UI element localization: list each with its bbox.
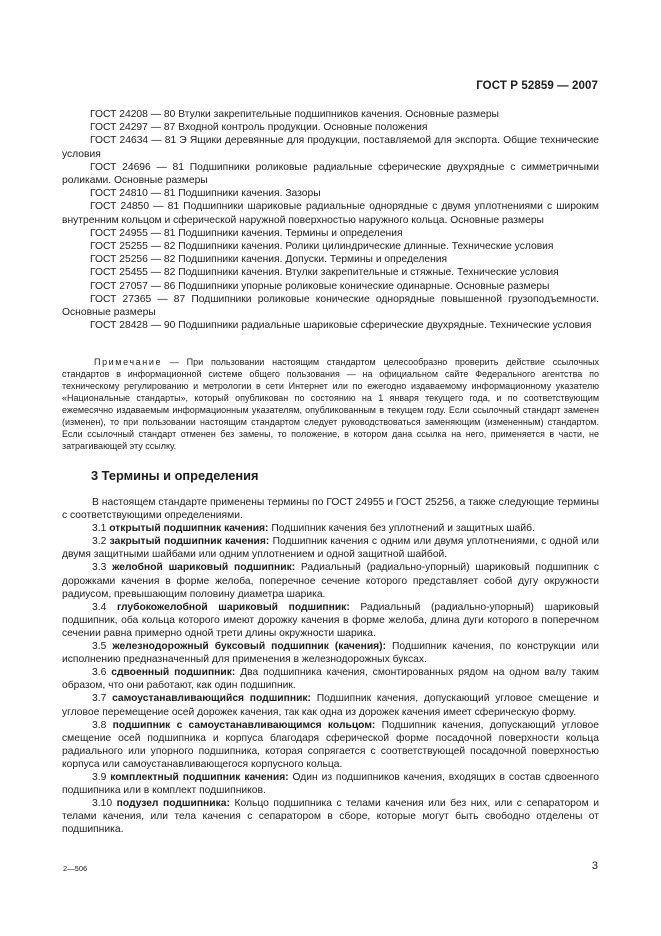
term-name: подузел подшипника:: [116, 798, 230, 810]
term-definition: Подшипник качения, допускающий угловое смещение и угловое перемещение осей дорожек качения, так как одна из дорожек качения имеет сферическую форму.: [62, 693, 599, 718]
reference-item: ГОСТ 25256 — 82 Подшипники качения. Допуски. Термины и определения: [90, 254, 448, 266]
reference-item: ГОСТ 24810 — 81 Подшипники качения. Зазоры: [90, 188, 321, 200]
terms-list: [62, 496, 599, 836]
note-label: Примечание: [94, 357, 163, 367]
term-number: 3.10: [92, 798, 113, 810]
term-entry: [62, 561, 599, 600]
term-definition: Два подшипника качения, смонтированных рядом на одном валу таким образом, что они работают, как один подшипник.: [62, 667, 599, 692]
term-number: 3.6: [92, 667, 107, 679]
term-name: открытый подшипник качения:: [109, 523, 269, 535]
note-paragraph: [62, 356, 599, 452]
term-definition: Один из подшипников качения, входящих в состав сдвоенного подшипника или в комплект подшипников.: [62, 771, 599, 797]
term-entry: [62, 522, 599, 535]
term-definition: Подшипник качения, допускающий угловое смещение осей подшипника и корпуса благодаря сферической форме посадочной поверхности кольца радиального или упорного подшипника, которая сопрягается с соответствующей посадочной поверхностью корпуса или самоустанавливающегося корпусного кольца.: [62, 719, 599, 770]
term-definition: Радиальный (радиально-упорный) шариковый подшипник с дорожками качения в форме желоба, поперечное сечение которого представляет собой дугу окружности радиусом, превышающим половину диаметра шарика.: [62, 562, 599, 600]
reference-item: ГОСТ 24634 — 81 Э Ящики деревянные для продукции, поставляемой для экспорта. Общие технические условия: [62, 135, 599, 160]
reference-item: ГОСТ 24955 — 81 Подшипники качения. Термины и определения: [90, 227, 403, 239]
term-number: 3.4: [92, 601, 107, 613]
reference-item: ГОСТ 25255 — 82 Подшипники качения. Ролики цилиндрические длинные. Технические условия: [90, 241, 554, 253]
document-header: ГОСТ Р 52859 — 2007: [476, 80, 598, 92]
term-entry: [62, 666, 599, 692]
reference-item: ГОСТ 27057 — 86 Подшипники упорные роликовые конические одинарные. Основные размеры: [90, 280, 550, 292]
reference-item: ГОСТ 24208 — 80 Втулки закрепительные подшипников качения. Основные размеры: [90, 109, 499, 120]
reference-item: ГОСТ 27365 — 87 Подшипники роликовые конические однорядные повышенной грузоподъемности. Основные размеры: [62, 293, 599, 319]
term-name: железнодорожный буксовый подшипник (качения):: [112, 641, 387, 653]
note-text: — При пользовании настоящим стандартом целесообразно проверить действие ссылочных стандартов в информационной системе общего пользования — на официальном сайте Федерального агентства по техническому регулированию и метрологии в сети Интернет или по ежегодно издаваемому информационному указателю «Национальные стандарты», который опубликован по состоянию на 1 января текущего года, и по соответствующим ежемесячно издаваемым информационным указателям, опубликованным в текущем году. Если ссылочный стандарт заменен (изменен), то при пользовании настоящим стандартом следует руководствоваться заменяющим (измененным) стандартом. Если ссылочный стандарт отменен без замены, то положение, в котором дана ссылка на него, применяется в части, не затрагивающей эту ссылку.: [62, 357, 599, 451]
footer-print-code: 2—506: [63, 864, 88, 873]
term-number: 3.7: [92, 693, 107, 705]
term-entry: [62, 692, 599, 718]
term-entry: [62, 640, 599, 666]
term-name: комплектный подшипник качения:: [110, 771, 289, 783]
term-name: закрытый подшипник качения:: [109, 536, 270, 548]
term-definition: Подшипник качения, по конструкции или исполнению предназначенный для применения в железнодорожных буксах.: [62, 641, 599, 666]
reference-item: ГОСТ 24850 — 81 Подшипники шариковые радиальные однорядные с двумя уплотнениями с широким внутренним кольцом и сферической наружной поверхностью наружного кольца. Основные размеры: [62, 201, 599, 226]
term-entry: [62, 771, 599, 797]
term-definition: Подшипник качения без уплотнений и защитных шайб.: [271, 523, 535, 535]
term-entry: [62, 719, 599, 771]
term-entry: [62, 797, 599, 836]
term-definition: Кольцо подшипника с телами качения или без них, или с сепаратором и телами качения, или тела качения с сепаратором в сборе, которые могут быть свободно отделены от подшипника.: [62, 798, 600, 836]
section-title: 3 Термины и определения: [91, 468, 259, 483]
term-definition: Радиальный (радиально-упорный) шариковый подшипник, оба кольца которого имеют дорожку качения в форме желоба, длина дуги которого в поперечном сечении равна примерно одной трети длины окружности шарика.: [62, 601, 600, 639]
reference-item: ГОСТ 24696 — 81 Подшипники роликовые радиальные сферические двухрядные с симметричными роликами. Основные размеры: [62, 161, 599, 187]
term-number: 3.2: [92, 536, 107, 548]
section-intro: В настоящем стандарте применены термины по ГОСТ 24955 и ГОСТ 25256, а также следующие термины с соответствующими определениями.: [62, 497, 599, 522]
page-number: 3: [591, 860, 598, 872]
normative-references-list: [62, 108, 599, 332]
term-number: 3.8: [92, 719, 107, 731]
reference-item: ГОСТ 25455 — 82 Подшипники качения. Втулки закрепительные и стяжные. Технические условия: [90, 267, 559, 279]
term-number: 3.9: [92, 771, 107, 783]
term-definition: Подшипник качения с одним или двумя уплотнениями, с одной или двумя защитными шайбами или одним уплотнением и одной защитной шайбой.: [62, 536, 599, 561]
term-name: подшипник с самоустанавливающимся кольцом:: [112, 719, 376, 731]
term-number: 3.3: [92, 562, 107, 574]
term-number: 3.5: [92, 641, 107, 653]
reference-item: ГОСТ 24297 — 87 Входной контроль продукции. Основные положения: [90, 122, 428, 134]
term-name: желобной шариковый подшипник:: [112, 562, 296, 574]
term-name: самоустанавливающийся подшипник:: [112, 693, 311, 705]
term-entry: [62, 601, 599, 640]
term-name: сдвоенный подшипник:: [111, 667, 236, 679]
term-name: глубокожелобной шариковый подшипник:: [116, 601, 350, 613]
term-entry: [62, 535, 599, 561]
term-number: 3.1: [92, 523, 107, 535]
reference-item: ГОСТ 28428 — 90 Подшипники радиальные шариковые сферические двухрядные. Технические условия: [90, 320, 592, 332]
